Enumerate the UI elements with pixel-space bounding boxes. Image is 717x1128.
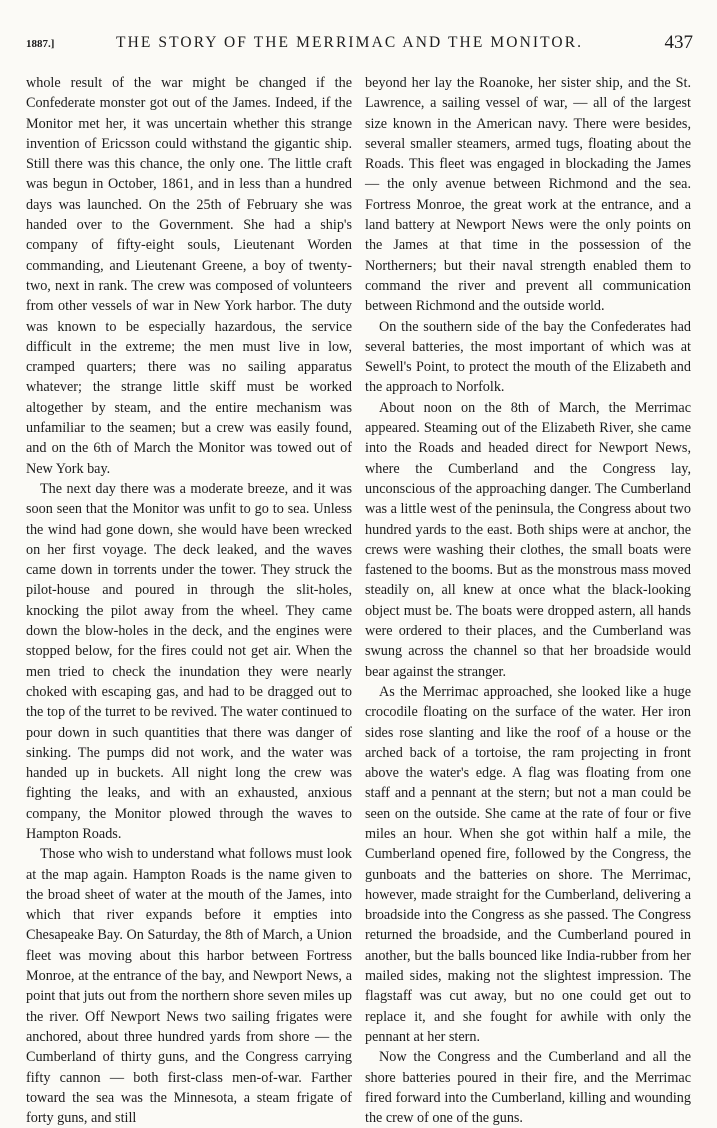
paragraph: whole result of the war might be changed if the Confederate monster got out of the James. Indeed, if the Monitor met her, it was uncertain whether this strange invention of Ericsson could withstand the gigantic ship. Still there was this chance, the only one. The little craft was begun in October, 1861, and in less than a hundred days was launched. On the 25th of February she was handed over to the Government. She had a ship's company of fifty-eight souls, Lieutenant Worden commanding, and Lieutenant Greene, a boy of twenty-two, next in rank. The crew was composed of volunteers from other vessels of war in New York harbor. The duty was known to be especially hazardous, the service difficult in the extreme; the men must live in low, cramped quarters; there was no sailing apparatus whatever; the strange little skiff must be worked altogether by steam, and the entire mechanism was unfamiliar to the seamen; but a crew was easily found, and on the 6th of March the Monitor was towed out of New York bay. [26, 75, 352, 477]
paragraph: On the southern side of the bay the Confederates had several batteries, the most important of which was at Sewell's Point, to protect the mouth of the Elizabeth and the approach to Norfolk. [365, 318, 691, 396]
page-number: 437 [664, 32, 693, 53]
running-header [26, 30, 693, 56]
paragraph: About noon on the 8th of March, the Merrimac appeared. Steaming out of the Elizabeth River, she came into the Roads and headed direct for Newport News, where the Cumberland and the Congress lay, unconscious of the approaching danger. The Cumberland was a little west of the peninsula, the Congress about two hundred yards to the east. Both ships were at anchor, the crews were washing their clothes, the small boats were fastened to the booms. But as the monstrous mass moved steadily on, all knew at once what the black-looking object must be. The boats were dropped astern, all hands were ordered to their places, and the Cumberland was swung across the channel so that her broadside would bear against the stranger. [365, 399, 691, 680]
left-column [26, 73, 352, 1127]
paragraph: Those who wish to understand what follows must look at the map again. Hampton Roads is the name given to the broad sheet of water at the mouth of the James, into which that river expands before it empties into Chesapeake Bay. On Saturday, the 8th of March, a Union fleet was moving about this harbor between Fortress Monroe, at the entrance of the bay, and Newport News, a point that juts out from the northern shore seven miles up the river. Off Newport News two sailing frigates were anchored, about three hundred yards from shore — the Cumberland of thirty guns, and the Congress carrying fifty cannon — both first-class men-of-war. Farther toward the sea was the Minnesota, a steam frigate of forty guns, and still [26, 846, 352, 1127]
right-column [365, 73, 691, 1127]
paragraph: beyond her lay the Roanoke, her sister ship, and the St. Lawrence, a sailing vessel of war, — all of the largest size known in the American navy. There were besides, several smaller steamers, armed tugs, floating about the Roads. This fleet was engaged in blockading the James — the only avenue between Richmond and the sea. Fortress Monroe, the great work at the entrance, and a land battery at Newport News were the only points on the James at that time in the possession of the Northerners; but their naval strength enabled them to command the river and prevent all communication between Richmond and the outside world. [365, 75, 691, 315]
paragraph: Now the Congress and the Cumberland and all the shore batteries poured in their fire, and the Merrimac fired forward into the Cumberland, killing and wounding the crew of one of the guns. [365, 1049, 691, 1127]
header-title: THE STORY OF THE MERRIMAC AND THE MONITOR. [116, 34, 584, 51]
paragraph: The next day there was a moderate breeze, and it was soon seen that the Monitor was unfit to go to sea. Unless the wind had gone down, she would have been wrecked on her first voyage. The deck leaked, and the waves came down in torrents under the tower. They struck the pilot-house and poured in through the slit-holes, knocking the pilot away from the wheel. They came down the blow-holes in the deck, and the engines were stopped below, for the fires could not get air. When the men tried to check the inundation they were nearly choked with escaping gas, and had to be dragged out to the top of the turret to be revived. The water continued to pour down in such quantities that there was danger of sinking. The pumps did not work, and the water was handed up in buckets. All night long the crew was fighting the leaks, and with an exhausted, anxious company, the Monitor plowed through the waves to Hampton Roads. [26, 480, 352, 842]
paragraph: As the Merrimac approached, she looked like a huge crocodile floating on the surface of the water. Her iron sides rose slanting and like the roof of a house or the arched back of a tortoise, the ram projecting in front above the water's edge. A flag was floating from one staff and a pennant at the stern; but not a man could be seen on the outside. She came at the rate of four or five miles an hour. When she got within half a mile, the Cumberland opened fire, followed by the Congress, the gunboats and the batteries on shore. The Merrimac, however, made straight for the Cumberland, delivering a broadside into the Congress as she passed. The Congress returned the broadside, and the Cumberland poured in another, but the balls bounced like India-rubber from her mailed sides, making not the slightest impression. The flagstaff was cut away, but no one could get out to replace it, and she fought for awhile with only the pennant at her stern. [365, 683, 691, 1045]
header-year: 1887.] [26, 38, 55, 50]
